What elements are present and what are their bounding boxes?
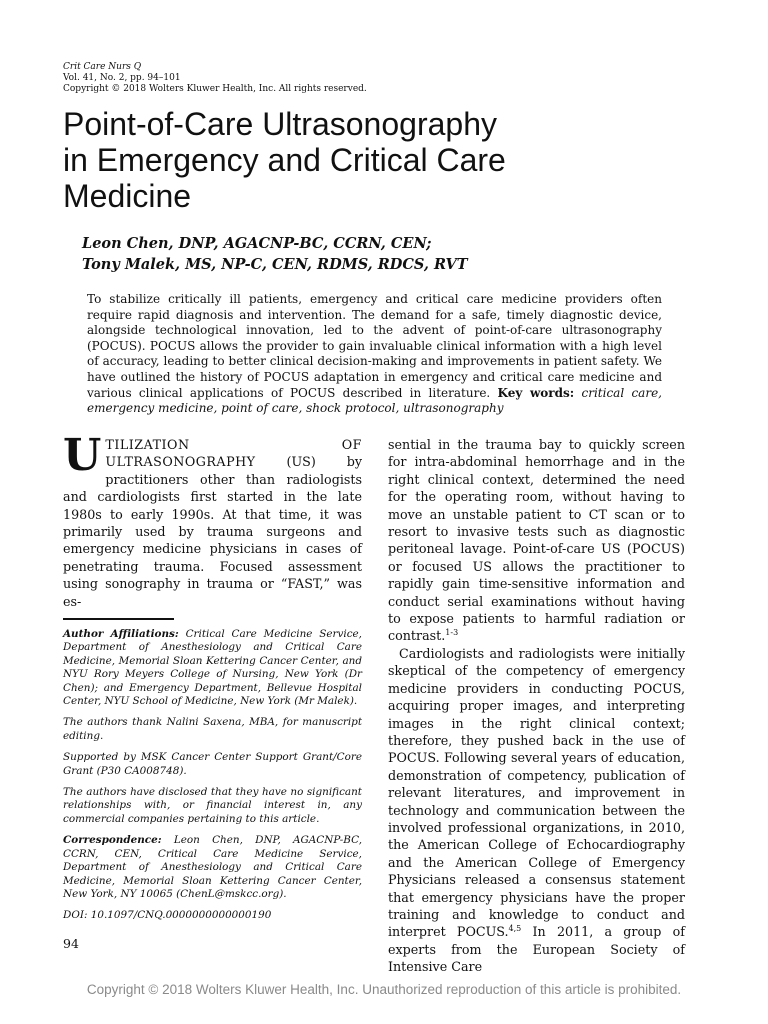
keywords: critical care, emergency medicine, point of care, shock protocol, ultrasonography xyxy=(87,385,662,416)
disclosure-note: The authors have disclosed that they have no significant relationships with, or financial interest in, any commercial companies pertaining to this article. xyxy=(63,786,362,825)
citation-ref[interactable]: 4,5 xyxy=(508,924,522,934)
body-left-text: (US) by practitioners other than radiologists and cardiologists first started in the late 1980s to early 1990s. At that time, it was primarily used by trauma surgeons and emergency medicine physicians in cases of penetrating trauma. Focused assessment using sonography in trauma or “FAST,” was es- xyxy=(63,454,362,609)
body-left-column xyxy=(63,430,362,610)
journal-meta xyxy=(63,62,367,95)
body-paragraph-2 xyxy=(388,645,685,976)
journal-copyright: Copyright © 2018 Wolters Kluwer Health, Inc. All rights reserved. xyxy=(63,84,367,94)
abstract-text: To stabilize critically ill patients, emergency and critical care medicine providers often require rapid diagnosis and intervention. The demand for a safe, timely diagnostic device, alongside technological innovation, led to the advent of point-of-care ultrasonography (POCUS). POCUS allows the provider to gain invaluable clinical information with a high level of accuracy, leading to better clinical decision-making and improvements in patient safety. We have outlined the history of POCUS adaptation in emergency and critical care medicine and various clinical applications of POCUS described in literature. xyxy=(87,292,662,400)
author-affiliations xyxy=(63,628,362,708)
author-line-1: Leon Chen, DNP, AGACNP-BC, CCRN, CEN; xyxy=(82,235,432,252)
body-paragraph-1 xyxy=(388,436,685,645)
lead-in: TILIZATION OF ULTRASONOGRAPHY xyxy=(105,437,362,470)
drop-cap: U xyxy=(63,430,102,481)
title-line-2: in Emergency and Critical Care xyxy=(63,142,506,178)
paragraph-2-text: Cardiologists and radiologists were initially skeptical of the competency of emergency medicine providers in conducting POCUS, acquiring proper images, and interpreting images in the right clinical context; therefore, they pushed back in the use of POCUS. Following several years of education, demonstration of competency, publication of relevant literatures, and improvement in technology and communication between the involved professional organizations, in 2010, the American College of Echocardiography and the American College of Emergency Physicians released a consensus statement that emergency physicians have the proper training and knowledge to conduct and interpret POCUS. xyxy=(388,645,685,940)
body-right-column xyxy=(388,436,685,976)
keywords-label: Key words: xyxy=(497,385,575,400)
paragraph-2-continued: In 2011, a group of experts from the European Society of Intensive Care xyxy=(388,924,685,975)
correspondence-label: Correspondence: xyxy=(63,834,162,847)
citation-ref[interactable]: 1-3 xyxy=(445,628,459,638)
paragraph-1-text: sential in the trauma bay to quickly screen for intra-abdominal hemorrhage and in the right clinical context, determined the need for the operating room, without having to move an unstable patient to CT scan or to resort to invasive tests such as diagnostic peritoneal lavage. Point-of-care US (POCUS) or focused US allows the practitioner to rapidly gain time-sensitive information and conduct serial examinations without having to expose patients to harmful radiation or contrast. xyxy=(388,437,685,644)
correspondence xyxy=(63,834,362,901)
author-list xyxy=(82,233,468,275)
journal-name: Crit Care Nurs Q xyxy=(63,62,142,72)
author-line-2: Tony Malek, MS, NP-C, CEN, RDMS, RDCS, RVT xyxy=(82,256,468,273)
copyright-footer: Copyright © 2018 Wolters Kluwer Health, Inc. Unauthorized reproduction of this article is prohibited. xyxy=(86,982,682,997)
journal-volume: Vol. 41, No. 2, pp. 94–101 xyxy=(63,73,181,83)
funding-note: Supported by MSK Cancer Center Support Grant/Core Grant (P30 CA008748). xyxy=(63,751,362,777)
footnotes xyxy=(63,628,362,931)
article-title xyxy=(63,106,703,214)
title-line-3: Medicine xyxy=(63,178,192,214)
correspondence-text: Leon Chen, DNP, AGACNP-BC, CCRN, CEN, Critical Care Medicine Service, Department of Anesthesiology and Critical Care Medicine, Memorial Sloan Kettering Cancer Center, New York, NY 10065 (ChenL@mskcc.org). xyxy=(63,834,362,900)
acknowledgement: The authors thank Nalini Saxena, MBA, for manuscript editing. xyxy=(63,716,362,742)
page-number: 94 xyxy=(63,936,79,951)
title-line-1: Point-of-Care Ultrasonography xyxy=(63,106,497,142)
affiliations-label: Author Affiliations: xyxy=(63,628,179,640)
affiliations-text: Critical Care Medicine Service, Department of Anesthesiology and Critical Care Medicine, Memorial Sloan Kettering Cancer Center, and NYU Rory Meyers College of Nursing, New York (Dr Chen); and Emergency Department, Bellevue Hospital Center, NYU School of Medicine, New York (Mr Malek). xyxy=(63,628,362,708)
footnote-divider xyxy=(63,618,174,620)
doi[interactable]: DOI: 10.1097/CNQ.0000000000000190 xyxy=(63,909,272,922)
abstract xyxy=(87,292,662,417)
